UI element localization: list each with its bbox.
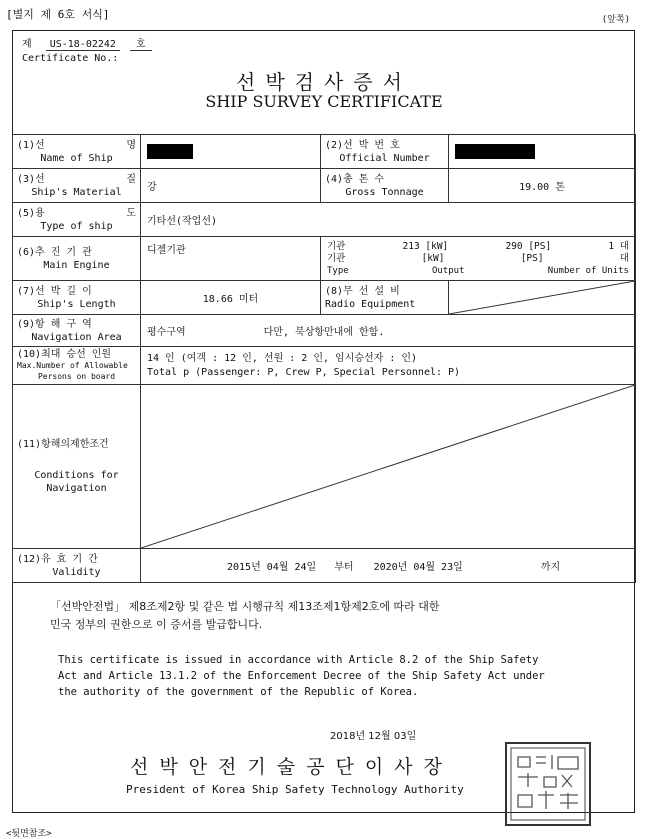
row-length [13, 281, 636, 315]
official-seal-stamp [505, 742, 591, 826]
name-label: (1)선 명 Name of Ship [13, 135, 141, 169]
row-persons [13, 347, 636, 385]
certificate-number [22, 38, 152, 66]
radio-value-empty [449, 281, 636, 315]
official-number-label: (2)선 박 번 호 Official Number [321, 135, 449, 169]
issue-date: 2018년 12월 03일 [330, 731, 417, 742]
cert-no-en-label: Certificate No.: [22, 53, 119, 64]
cert-no-ko-label: 제 [22, 39, 32, 50]
length-value: 18.66 미터 [141, 281, 321, 315]
row-validity [13, 549, 636, 583]
engine-details: 기관 213 [kW] 290 [PS] 1 대 기관 [kW] [PS] 대 Type Output Number of Units [321, 237, 636, 281]
authority-korean: 선박안전기술공단이사장 [130, 756, 453, 778]
engine-type-value: 디젤기관 [141, 237, 321, 281]
cert-no-suffix: 호 [130, 39, 152, 51]
persons-value: 14 인 (여객 : 12 인, 선원 : 2 인, 임시승선자 : 인) Total p (Passenger: P, Crew P, Special Personnel: P) [141, 347, 636, 385]
row-engine [13, 237, 636, 281]
diagonal-line [141, 385, 635, 548]
conditions-value-empty [141, 385, 636, 549]
radio-label: (8)무 선 설 비 Radio Equipment [321, 281, 449, 315]
persons-label: (10)최대 승선 인원 Max.Number of Allowable Persons on board [13, 347, 141, 385]
tonnage-value: 19.00 톤 [449, 169, 636, 203]
statement-english: This certificate is issued in accordance with Article 8.2 of the Ship Safety Act and Article 13.1.2 of the Enforcement Decree of the Ship Safety Act under the authority of the government of the Republic of Korea. [58, 654, 545, 698]
redacted-box [455, 144, 535, 159]
row-name [13, 135, 636, 169]
type-value: 기타선(작업선) [141, 203, 636, 237]
diagonal-line [449, 281, 635, 314]
length-label: (7)선 박 길 이 Ship's Length [13, 281, 141, 315]
page-side-label: (앞쪽) [601, 15, 630, 25]
official-number-value [449, 135, 636, 169]
survey-form-table [12, 134, 636, 583]
tonnage-label: (4)총 톤 수 Gross Tonnage [321, 169, 449, 203]
material-value: 강 [141, 169, 321, 203]
validity-value: 2015년 04월 24일 부터 2020년 04월 23일 까지 [141, 549, 636, 583]
type-label: (5)용 도 Type of ship [13, 203, 141, 237]
validity-label: (12)유 효 기 간 Validity [13, 549, 141, 583]
title-english: SHIP SURVEY CERTIFICATE [205, 92, 443, 111]
authority-english: President of Korea Ship Safety Technology Authority [126, 783, 464, 796]
row-conditions [13, 385, 636, 549]
statement-korean: 「선박안전법」 제8조제2항 및 같은 법 시행규칙 제13조제1항제2호에 따라 대한 민국 정부의 권한으로 이 증서를 발급합니다. [50, 600, 440, 631]
row-material [13, 169, 636, 203]
redacted-box [147, 144, 193, 159]
conditions-label: (11)항해의제한조건 Conditions for Navigation [13, 385, 141, 549]
material-label: (3)선 질 Ship's Material [13, 169, 141, 203]
row-area [13, 315, 636, 347]
area-value: 평수구역 다만, 북상항만내에 한함. [141, 315, 636, 347]
engine-label: (6)추 진 기 관 Main Engine [13, 237, 141, 281]
row-type [13, 203, 636, 237]
area-label: (9)항 해 구 역 Navigation Area [13, 315, 141, 347]
cert-no-value: US-18-02242 [46, 39, 120, 51]
title-korean: 선박검사증서 [236, 70, 412, 94]
form-type-label: [별지 제 6호 서식] [6, 8, 110, 21]
footer-reference: <뒷면참조> [6, 829, 52, 839]
name-value [141, 135, 321, 169]
